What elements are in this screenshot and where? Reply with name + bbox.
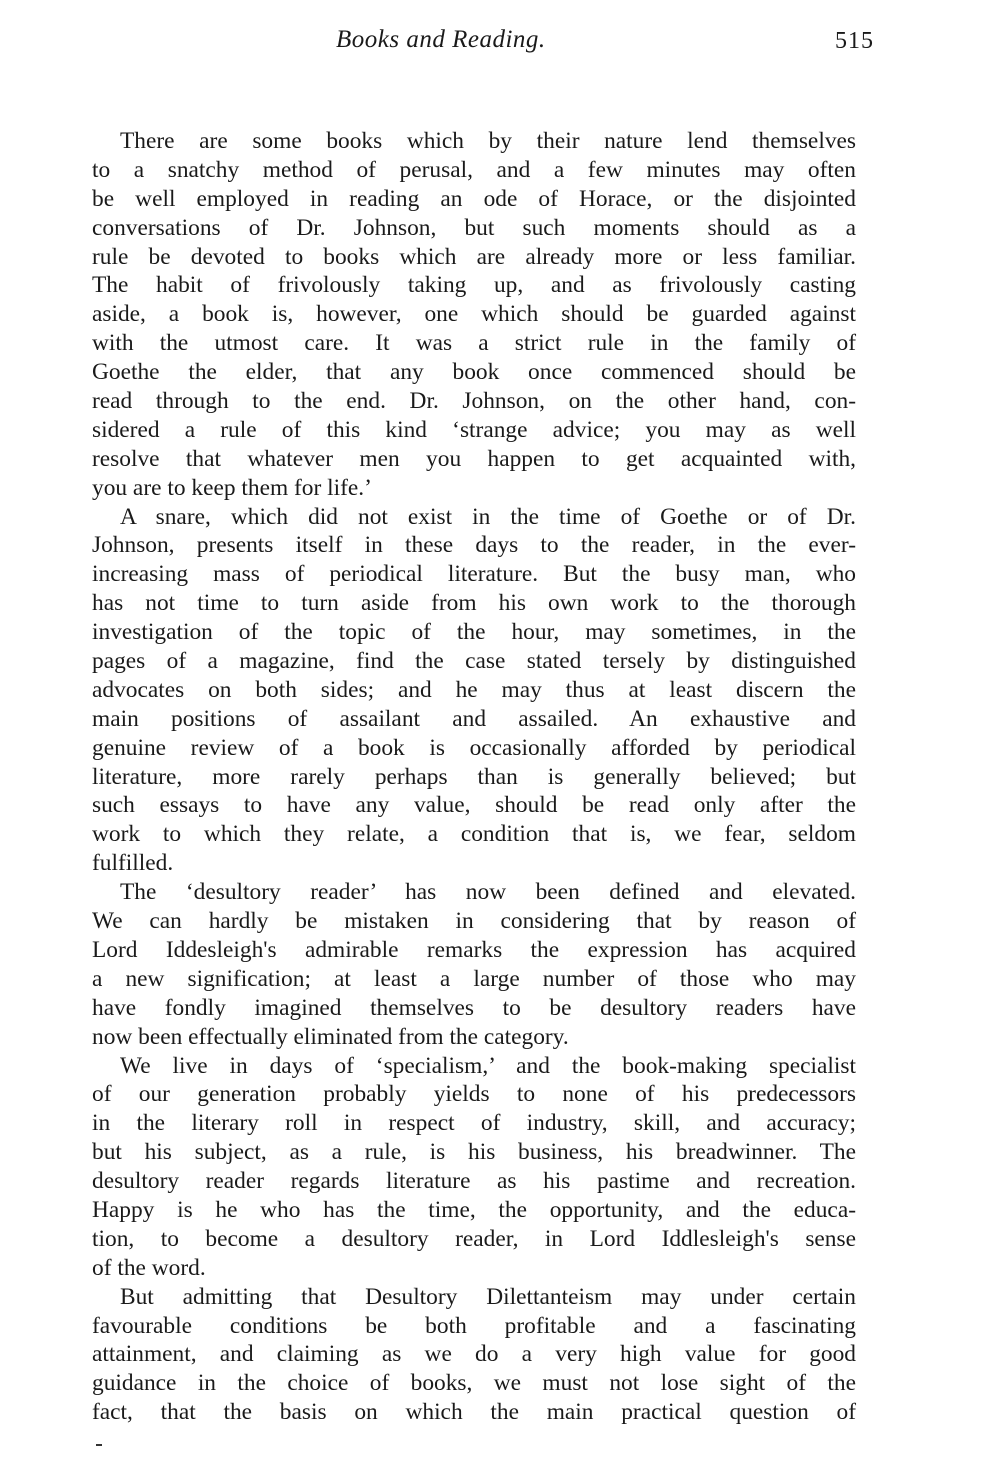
text-line: of the word.	[92, 1254, 206, 1281]
text-line: attainment, and claiming as we do a very high value for good	[92, 1341, 856, 1368]
text-line: has not time to turn aside from his own work to the thorough	[92, 590, 856, 617]
text-line: But admitting that Desultory Dilettanteism may under certain	[120, 1283, 856, 1310]
running-head-title: Books and Reading.	[336, 26, 546, 53]
page-number: 515	[835, 28, 874, 54]
text-line: in the literary roll in respect of industry, skill, and accuracy;	[92, 1110, 856, 1137]
text-line: such essays to have any value, should be read only after the	[92, 792, 856, 819]
paragraph	[92, 1052, 856, 1283]
printer-mark	[96, 1444, 102, 1446]
paragraph	[92, 878, 856, 1051]
text-line: favourable conditions be both profitable and a fascinating	[92, 1312, 856, 1339]
text-line: There are some books which by their nature lend themselves	[120, 128, 856, 154]
text-line: Lord Iddesleigh's admirable remarks the expression has acquired	[92, 936, 856, 963]
text-line: Goethe the elder, that any book once commenced should be	[92, 359, 856, 386]
text-line: have fondly imagined themselves to be desultory readers have	[92, 994, 856, 1021]
text-line: main positions of assailant and assailed. An exhaustive and	[92, 705, 856, 732]
text-line: of our generation probably yields to none of his predecessors	[92, 1081, 856, 1108]
text-line: aside, a book is, however, one which should be guarded against	[92, 301, 856, 328]
text-line: but his subject, as a rule, is his business, his breadwinner. The	[92, 1139, 856, 1166]
text-line: A snare, which did not exist in the time of Goethe or of Dr.	[120, 503, 856, 530]
text-line: sidered a rule of this kind ‘strange advice; you may as well	[92, 416, 856, 443]
text-line: Johnson, presents itself in these days to the reader, in the ever-	[92, 532, 856, 559]
text-line: literature, more rarely perhaps than is generally believed; but	[92, 763, 856, 790]
paragraph	[92, 503, 856, 879]
text-line: pages of a magazine, find the case stated tersely by distinguished	[92, 648, 856, 675]
text-line: you are to keep them for life.’	[92, 474, 372, 501]
text-line: fact, that the basis on which the main practical question of	[92, 1399, 856, 1426]
body-text	[92, 127, 856, 1427]
text-line: The ‘desultory reader’ has now been defined and elevated.	[120, 879, 856, 906]
text-line: tion, to become a desultory reader, in Lord Iddlesleigh's sense	[92, 1225, 856, 1252]
text-line: investigation of the topic of the hour, may sometimes, in the	[92, 619, 856, 646]
text-line: genuine review of a book is occasionally afforded by periodical	[92, 734, 856, 761]
text-line: be well employed in reading an ode of Horace, or the disjointed	[92, 185, 856, 212]
text-line: Happy is he who has the time, the opportunity, and the educa-	[92, 1196, 856, 1223]
text-line: We live in days of ‘specialism,’ and the book-making specialist	[120, 1052, 856, 1079]
text-line: fulfilled.	[92, 850, 174, 877]
text-line: advocates on both sides; and he may thus at least discern the	[92, 676, 856, 703]
text-line: a new signification; at least a large number of those who may	[92, 965, 856, 992]
text-line: work to which they relate, a condition that is, we fear, seldom	[92, 821, 856, 848]
text-line: We can hardly be mistaken in considering that by reason of	[92, 908, 856, 935]
paragraph	[92, 127, 856, 503]
text-line: conversations of Dr. Johnson, but such moments should as a	[92, 214, 856, 241]
text-line: desultory reader regards literature as his pastime and recreation.	[92, 1168, 856, 1195]
text-line: resolve that whatever men you happen to get acquainted with,	[92, 445, 856, 472]
text-line: The habit of frivolously taking up, and as frivolously casting	[92, 272, 856, 299]
text-line: now been effectually eliminated from the category.	[92, 1023, 569, 1050]
text-line: with the utmost care. It was a strict rule in the family of	[92, 330, 856, 357]
running-head	[0, 26, 1000, 62]
text-line: to a snatchy method of perusal, and a few minutes may often	[92, 156, 856, 183]
text-line: rule be devoted to books which are already more or less familiar.	[92, 243, 856, 270]
text-line: guidance in the choice of books, we must not lose sight of the	[92, 1370, 856, 1397]
text-line: read through to the end. Dr. Johnson, on the other hand, con-	[92, 388, 856, 415]
text-line: increasing mass of periodical literature. But the busy man, who	[92, 561, 856, 588]
paragraph	[92, 1283, 856, 1427]
